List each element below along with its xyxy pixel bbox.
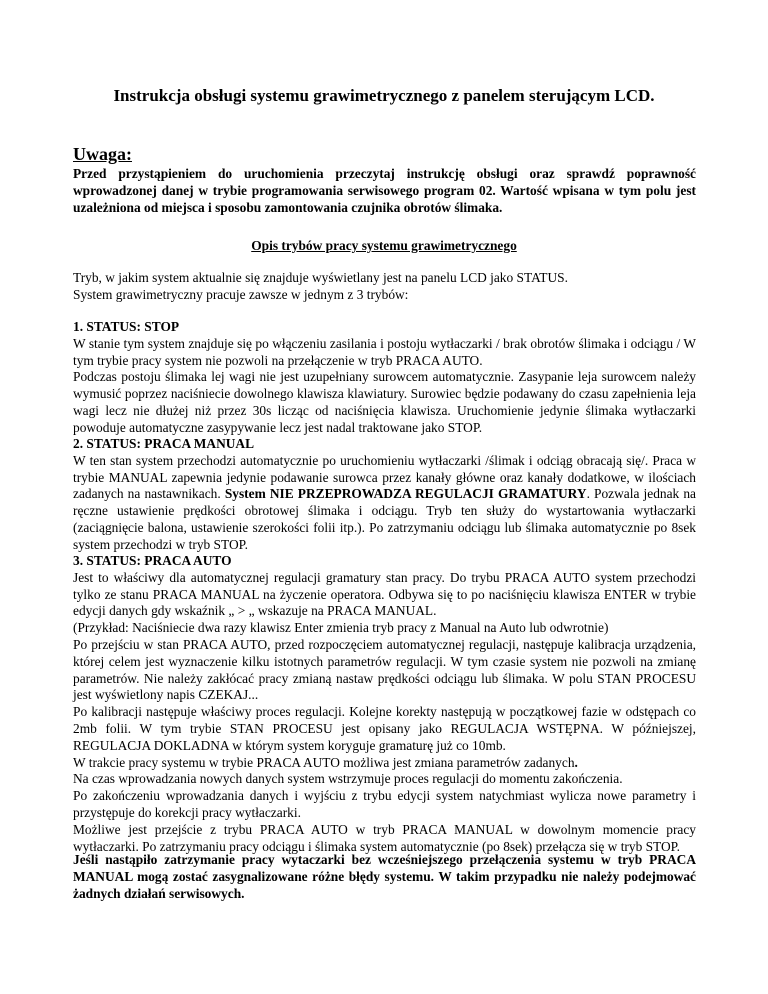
final-note: Jeśli nastąpiło zatrzymanie pracy wytaczarki bez wcześniejszego przełączenia systemu w tryb PRACA MANUAL mogą zostać zasygnalizowane różne błędy systemu. W takim przypadku nie należy podejmować żadnych działań serwisowych. bbox=[73, 852, 696, 901]
status-stop-section bbox=[73, 319, 696, 437]
status-stop-heading: 1. STATUS: STOP bbox=[73, 319, 180, 334]
status-auto-bold-dot: . bbox=[574, 754, 578, 770]
intro-block bbox=[73, 270, 696, 304]
warning-text: Przed przystąpieniem do uruchomienia przeczytaj instrukcję obsługi oraz sprawdź poprawność wprowadzonej danej w trybie programowania serwisowego program 02. Wartość wpisana w tym polu jest uzależniona od miejsca i sposobu zamontowania czujnika obrotów ślimaka. bbox=[73, 166, 696, 215]
status-auto-paragraph-7: Po zakończeniu wprowadzania danych i wyjściu z trybu edycji system natychmiast wylicza nowe parametry i przystępuje do korekcji pracy wytłaczarki. bbox=[73, 788, 696, 820]
status-auto-example: (Przykład: Naciśniecie dwa razy klawisz Enter zmienia tryb pracy z Manual na Auto lub odwrotnie) bbox=[73, 620, 609, 636]
status-manual-text-b: . Pozwala jednak na ręczne ustawienie prędkości obrotowej ślimaka i odciągu. Tryb ten służy do wystartowania wytłaczarki (zaciągnięcie balona, ustawienie szerokości folii itp.). Po zatrzymaniu odciągu lub ślimaka automatycznie po 8sek system przechodzi w tryb STOP. bbox=[73, 486, 696, 552]
warning-heading: Uwaga: bbox=[73, 144, 132, 164]
status-auto-text-5: W trakcie pracy systemu w trybie PRACA AUTO możliwa jest zmiana parametrów zadanych bbox=[73, 754, 575, 770]
intro-line-1: Tryb, w jakim system aktualnie się znajduje wyświetlany jest na panelu LCD jako STATUS. bbox=[73, 270, 568, 285]
status-auto-paragraph-8: Możliwe jest przejście z trybu PRACA AUTO w tryb PRACA MANUAL w dowolnym momencie pracy wytłaczarki. Po zatrzymaniu pracy odciągu i ślimaka system automatycznie (po 8sek) przełącza się w tryb STOP. bbox=[73, 821, 696, 854]
page-title: Instrukcja obsługi systemu grawimetrycznego z panelem sterującym LCD. bbox=[113, 86, 655, 105]
status-auto-paragraph-4: Po kalibracji następuje właściwy proces regulacji. Kolejne korekty następują w początkowej fazie w odstępach co 2mb folii. W tym trybie STAN PROCESU jest opisany jako REGULACJA WSTĘPNA. W późniejszej, REGULACJA DOKLADNA w którym system koryguje gramaturę już co 10mb. bbox=[73, 704, 696, 753]
status-manual-bold-text: System NIE PRZEPROWADZA REGULACJI GRAMATURY bbox=[224, 486, 587, 502]
status-stop-paragraph-2: Podczas postoju ślimaka lej wagi nie jest uzupełniany surowcem automatycznie. Zasypanie leja surowcem należy wymusić poprzez naciśniecie dowolnego klawisza klawiatury. Surowiec będzie podawany do czasu zapełnienia leja wagi lecz nie dłużej niż przez 30s licząc od naciśnięcia klawisza. Uruchomienie jedynie ślimaka wytłaczarki powoduje automatyczne zasypywanie lecz jest nadal traktowane jako STOP. bbox=[73, 369, 696, 435]
status-manual-paragraph bbox=[73, 453, 696, 554]
section-heading: Opis trybów pracy systemu grawimetrycznego bbox=[251, 238, 517, 253]
status-auto-paragraph-1: Jest to właściwy dla automatycznej regulacji gramatury stan pracy. Do trybu PRACA AUTO system przechodzi tylko ze stanu PRACA MANUAL na życzenie operatora. Odbywa się to po naciśnięciu klawisza ENTER w trybie edycji danych gdy wskaźnik „ > „ wskazuje na PRACA MANUAL. bbox=[73, 569, 696, 619]
status-manual-heading: 2. STATUS: PRACA MANUAL bbox=[73, 436, 255, 451]
status-auto-heading: 3. STATUS: PRACA AUTO bbox=[73, 553, 232, 568]
status-stop-paragraph-1: W stanie tym system znajduje się po włączeniu zasilania i postoju wytłaczarki / brak obrotów ślimaka i odciągu / W tym trybie pracy system nie pozwoli na przełączenie w tryb PRACA AUTO. bbox=[73, 335, 696, 368]
status-auto-paragraph-5 bbox=[73, 755, 696, 772]
status-auto-paragraph-6: Na czas wprowadzania nowych danych system wstrzymuje proces regulacji do momentu zakończenia. bbox=[73, 771, 623, 787]
intro-line-2: System grawimetryczny pracuje zawsze w jednym z 3 trybów: bbox=[73, 286, 409, 302]
status-auto-paragraph-3: Po przejściu w stan PRACA AUTO, przed rozpoczęciem automatycznej regulacji, następuje kalibracja urządzenia, której celem jest wyznaczenie kilku istotnych parametrów regulacji. W tym czasie system nie pozwoli na zmianę parametrów. Nie należy zakłócać pracy zmianą nastaw prędkości odciągu lub ślimaka. W polu STAN PROCESU jest wyświetlony napis CZEKAJ... bbox=[73, 636, 696, 703]
status-auto-section bbox=[73, 553, 696, 855]
status-manual-text-a: W ten stan system przechodzi automatycznie po uruchomieniu wytłaczarki /ślimak i odciąg obracają się/. Praca w trybie MANUAL zapewnia jedynie podawanie surowca przez kanały główne oraz kanały dodatkowe, w ilościach zadanych na nastawnikach. bbox=[73, 452, 696, 502]
status-manual-section bbox=[73, 436, 696, 554]
